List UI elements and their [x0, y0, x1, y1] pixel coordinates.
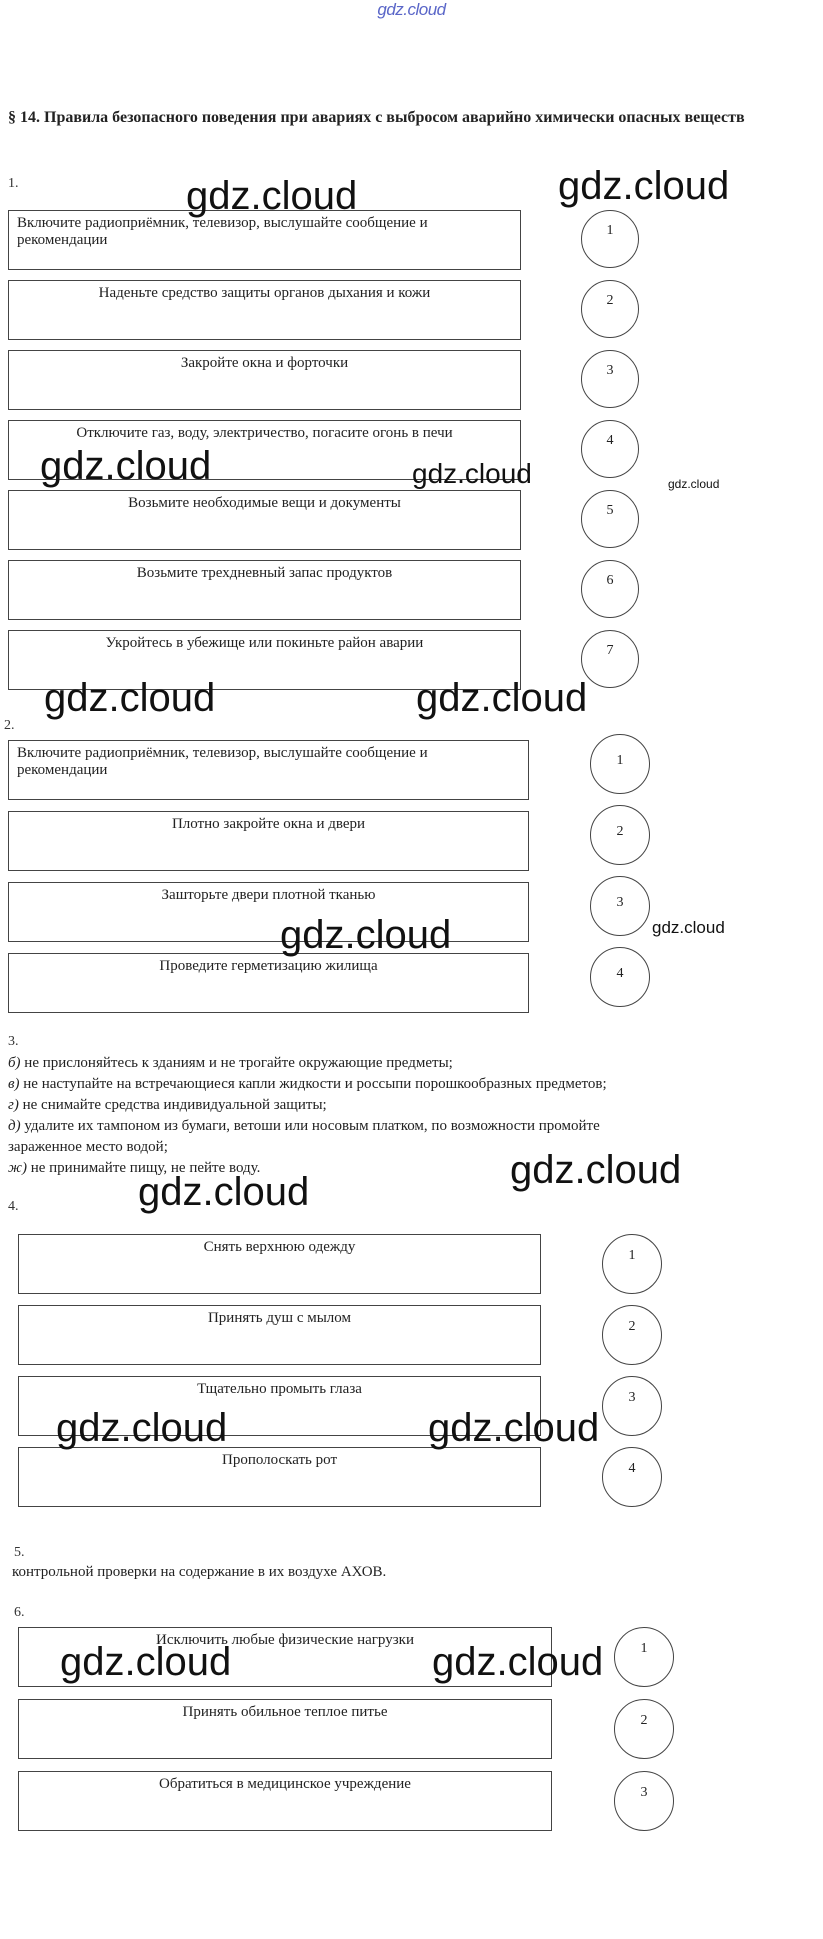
section-1-box-6: Возьмите трехдневный запас продуктов — [8, 560, 521, 620]
section-5-text: контрольной проверки на содержание в их воздухе АХОВ. — [12, 1564, 387, 1580]
letter-d: д) — [8, 1118, 21, 1134]
text-d: удалите их тампоном из бумаги, ветоши или носовым платком, по возможности промойте — [20, 1118, 600, 1134]
text-v: не наступайте на встречающиеся капли жидкости и россыпи порошкообразных предметов; — [19, 1076, 607, 1092]
letter-b: б) — [8, 1055, 21, 1071]
section-4-box-3: Тщательно промыть глаза — [18, 1376, 541, 1436]
section-3-line-d — [8, 1116, 600, 1136]
watermark: gdz.cloud — [280, 913, 452, 957]
text-g: не снимайте средства индивидуальной защиты; — [18, 1097, 327, 1113]
section-1-box-4: Отключите газ, воду, электричество, погасите огонь в печи — [8, 420, 521, 480]
watermark: gdz.cloud — [558, 164, 730, 208]
section-2-circle-3: 3 — [590, 876, 650, 936]
section-3-line-b — [8, 1053, 453, 1073]
section-6-number: 6. — [14, 1605, 25, 1620]
section-1-box-3: Закройте окна и форточки — [8, 350, 521, 410]
watermark: gdz.cloud — [44, 676, 216, 720]
section-2-box-1: Включите радиоприёмник, телевизор, выслушайте сообщение и рекомендации — [8, 740, 529, 800]
section-4-number: 4. — [8, 1199, 19, 1214]
watermark: gdz.cloud — [186, 174, 358, 218]
section-4-circle-2: 2 — [602, 1305, 662, 1365]
section-2-circle-1: 1 — [590, 734, 650, 794]
section-1-circle-7: 7 — [581, 630, 639, 688]
section-4-box-4: Прополоскать рот — [18, 1447, 541, 1507]
section-2-box-3: Зашторьте двери плотной тканью — [8, 882, 529, 942]
section-4-circle-1: 1 — [602, 1234, 662, 1294]
text-zh: не принимайте пищу, не пейте воду. — [26, 1160, 261, 1176]
section-4-circle-3: 3 — [602, 1376, 662, 1436]
watermark: gdz.cloud — [432, 1640, 604, 1684]
section-4-box-2: Принять душ с мылом — [18, 1305, 541, 1365]
watermark: gdz.cloud — [412, 458, 532, 489]
section-6-circle-1: 1 — [614, 1627, 674, 1687]
section-6-box-1: Исключить любые физические нагрузки — [18, 1627, 552, 1687]
section-2-box-4: Проведите герметизацию жилища — [8, 953, 529, 1013]
watermark: gdz.cloud — [56, 1406, 228, 1450]
section-2-circle-2: 2 — [590, 805, 650, 865]
section-4-box-1: Снять верхнюю одежду — [18, 1234, 541, 1294]
section-2-number: 2. — [4, 718, 15, 733]
section-1-circle-6: 6 — [581, 560, 639, 618]
section-1-box-1: Включите радиоприёмник, телевизор, выслушайте сообщение и рекомендации — [8, 210, 521, 270]
section-title: § 14. Правила безопасного поведения при авариях с выбросом аварийно химически опасных веществ — [8, 109, 745, 126]
watermark: gdz.cloud — [652, 918, 725, 937]
section-4-circle-4: 4 — [602, 1447, 662, 1507]
letter-g: г) — [8, 1097, 19, 1113]
letter-zh: ж) — [8, 1160, 27, 1176]
watermark: gdz.cloud — [428, 1406, 600, 1450]
section-1-circle-3: 3 — [581, 350, 639, 408]
section-6-circle-3: 3 — [614, 1771, 674, 1831]
text-d-continued: зараженное место водой; — [8, 1139, 168, 1155]
section-1-circle-1: 1 — [581, 210, 639, 268]
watermark: gdz.cloud — [60, 1640, 232, 1684]
section-1-circle-2: 2 — [581, 280, 639, 338]
section-2-circle-4: 4 — [590, 947, 650, 1007]
section-1-box-5: Возьмите необходимые вещи и документы — [8, 490, 521, 550]
section-3-line-d2 — [8, 1137, 168, 1157]
header-logo[interactable]: gdz.cloud — [377, 0, 446, 19]
section-5-number: 5. — [14, 1545, 25, 1560]
section-3-number: 3. — [8, 1034, 19, 1049]
section-6-box-3: Обратиться в медицинское учреждение — [18, 1771, 552, 1831]
section-1-number: 1. — [8, 176, 19, 191]
section-1-box-2: Наденьте средство защиты органов дыхания и кожи — [8, 280, 521, 340]
section-6-circle-2: 2 — [614, 1699, 674, 1759]
letter-v: в) — [8, 1076, 20, 1092]
text-b: не прислоняйтесь к зданиям и не трогайте окружающие предметы; — [20, 1055, 453, 1071]
watermark: gdz.cloud — [510, 1148, 682, 1192]
section-1-circle-5: 5 — [581, 490, 639, 548]
watermark: gdz.cloud — [416, 676, 588, 720]
watermark: gdz.cloud — [138, 1170, 310, 1214]
section-6-box-2: Принять обильное теплое питье — [18, 1699, 552, 1759]
section-2-box-2: Плотно закройте окна и двери — [8, 811, 529, 871]
watermark: gdz.cloud — [668, 477, 720, 491]
section-3-line-g — [8, 1095, 327, 1115]
section-1-circle-4: 4 — [581, 420, 639, 478]
watermark: gdz.cloud — [40, 444, 212, 488]
section-3-line-v — [8, 1074, 607, 1094]
section-1-box-7: Укройтесь в убежище или покиньте район аварии — [8, 630, 521, 690]
